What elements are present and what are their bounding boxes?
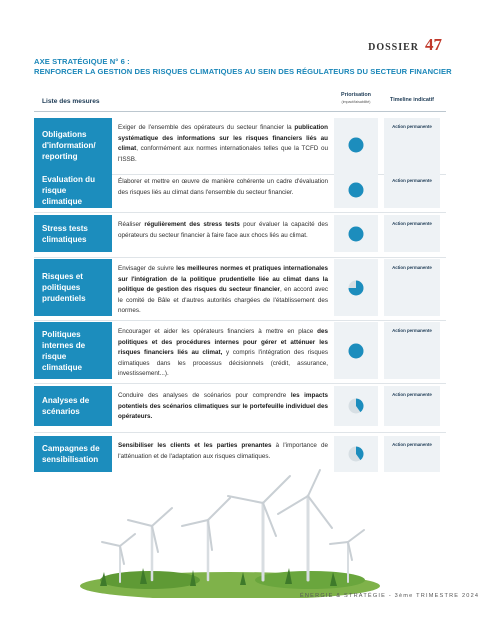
page-footer: ÉNERGIE & STRATÉGIE - 3ème TRIMESTRE 2024 xyxy=(300,593,480,599)
table-row xyxy=(34,172,446,208)
category-cell: Evaluation du risque climatique xyxy=(34,172,112,208)
timeline-cell: Action permanente xyxy=(384,172,440,208)
row-divider xyxy=(34,320,446,321)
priorisation-sublabel: (impact/faisabilité) xyxy=(341,100,371,104)
row-divider xyxy=(34,432,446,433)
priority-cell xyxy=(334,386,378,426)
priority-cell xyxy=(334,215,378,252)
timeline-cell: Action permanente xyxy=(384,259,440,316)
priority-pie-icon xyxy=(348,446,364,462)
measure-description: Réaliser régulièrement des stress tests pour évaluer la capacité des opérateurs du secteur financier à faire face aux chocs liés au climat. xyxy=(118,221,329,239)
measure-description: Encourager et aider les opérateurs financiers à mettre en place des politiques et des procédures internes pour gérer et atténuer les risques financiers liés au climat, y compris l'intégration des risques climatiques dans les processus décisionnels (crédit, assurance, investissement...). xyxy=(118,328,328,377)
priority-pie-icon xyxy=(348,182,364,198)
table-header xyxy=(34,92,446,112)
priority-pie-icon xyxy=(348,398,364,414)
measure-description: Exiger de l'ensemble des opérateurs du secteur financier la publication systématique des informations sur les risques financiers liés au climat, conformément aux normes internationales telles que la TCFD ou l'ISSB. xyxy=(118,124,328,163)
timeline-cell: Action permanente xyxy=(384,215,440,252)
wind-turbines-illustration xyxy=(80,468,380,598)
measure-description: Conduire des analyses de scénarios pour comprendre les impacts potentiels des scénarios climatiques sur le portefeuille individuel des opérateurs. xyxy=(118,392,328,420)
timeline-cell: Action permanente xyxy=(384,386,440,426)
page-number: 47 xyxy=(425,35,442,54)
axis-title-line2: RENFORCER LA GESTION DES RISQUES CLIMATIQUES AU SEIN DES RÉGULATEURS DU SECTEUR FINANCIER xyxy=(34,67,452,76)
column-header-mesures: Liste des mesures xyxy=(42,98,100,105)
timeline-cell: Action permanente xyxy=(384,118,440,172)
category-cell: Analyses de scénarios xyxy=(34,386,112,426)
axis-title-line1: AXE STRATÉGIQUE N° 6 : xyxy=(34,57,130,66)
header-divider xyxy=(34,111,446,112)
axis-title xyxy=(34,57,454,77)
category-cell: Campagnes de sensibilisation xyxy=(34,436,112,472)
category-cell: Politiques internes de risque climatique xyxy=(34,322,112,379)
priority-cell xyxy=(334,172,378,208)
measure-description: Sensibiliser les clients et les parties prenantes à l'importance de l'atténuation et de l'adaptation aux risques climatiques. xyxy=(118,442,328,460)
turbines xyxy=(102,470,364,582)
column-header-priorisation xyxy=(334,92,378,106)
table-row xyxy=(34,436,446,472)
priority-cell xyxy=(334,259,378,316)
category-cell: Obligations d'information/ reporting xyxy=(34,118,112,172)
table-row xyxy=(34,322,446,379)
measure-description: Élaborer et mettre en œuvre de manière cohérente un cadre d'évaluation des risques liés au climat dans l'ensemble du secteur financier. xyxy=(118,178,328,196)
row-divider xyxy=(34,383,446,384)
priority-cell xyxy=(334,436,378,472)
timeline-cell: Action permanente xyxy=(384,322,440,379)
measure-description: Envisager de suivre les meilleures normes et pratiques internationales sur l'intégration de la politique prudentielle liée au climat dans la politique de gestion des risques du secteur financier, en accord avec le comité de Bâle et d'autres autorités chargées de l'établissement des normes. xyxy=(118,265,328,314)
column-header-timeline: Timeline indicatif xyxy=(390,97,434,103)
category-cell: Stress tests climatiques xyxy=(34,215,112,252)
priority-pie-icon xyxy=(348,137,364,153)
table-row xyxy=(34,215,446,252)
table-row xyxy=(34,259,446,316)
priorisation-label: Priorisation xyxy=(341,92,371,98)
row-divider xyxy=(34,257,446,258)
priority-cell xyxy=(334,118,378,172)
row-divider xyxy=(34,212,446,213)
priority-cell xyxy=(334,322,378,379)
table-row xyxy=(34,386,446,426)
priority-pie-icon xyxy=(348,343,364,359)
category-cell: Risques et politiques prudentiels xyxy=(34,259,112,316)
grass-tuft-left xyxy=(100,571,200,589)
page-header xyxy=(368,35,442,55)
timeline-cell: Action permanente xyxy=(384,436,440,472)
priority-pie-icon xyxy=(348,280,364,296)
table-row xyxy=(34,118,446,172)
priority-pie-icon xyxy=(348,226,364,242)
section-label: DOSSIER xyxy=(368,42,419,53)
